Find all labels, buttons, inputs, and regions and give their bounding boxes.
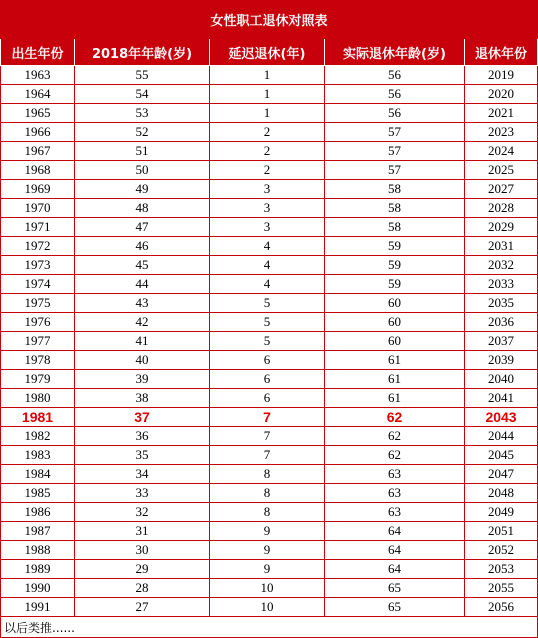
table-row — [1, 465, 538, 484]
cell-delay-years: 5 — [210, 313, 325, 332]
cell-retire-year: 2053 — [465, 560, 538, 579]
table-row — [1, 541, 538, 560]
cell-actual-retire-age: 61 — [325, 389, 465, 408]
cell-birth-year: 1969 — [1, 180, 75, 199]
cell-delay-years: 9 — [210, 560, 325, 579]
cell-retire-year: 2027 — [465, 180, 538, 199]
cell-actual-retire-age: 57 — [325, 142, 465, 161]
table-footer-row — [1, 617, 538, 638]
cell-birth-year: 1964 — [1, 85, 75, 104]
cell-retire-year: 2037 — [465, 332, 538, 351]
table-row — [1, 560, 538, 579]
cell-birth-year: 1973 — [1, 256, 75, 275]
cell-birth-year: 1972 — [1, 237, 75, 256]
cell-birth-year: 1984 — [1, 465, 75, 484]
cell-retire-year: 2044 — [465, 427, 538, 446]
cell-retire-year: 2045 — [465, 446, 538, 465]
cell-age-2018: 28 — [75, 579, 210, 598]
cell-birth-year: 1978 — [1, 351, 75, 370]
table-row — [1, 199, 538, 218]
table-title-row — [1, 1, 538, 39]
cell-birth-year: 1967 — [1, 142, 75, 161]
table-row — [1, 579, 538, 598]
cell-delay-years: 6 — [210, 370, 325, 389]
table-row — [1, 275, 538, 294]
cell-birth-year: 1987 — [1, 522, 75, 541]
cell-delay-years: 4 — [210, 256, 325, 275]
cell-delay-years: 1 — [210, 85, 325, 104]
cell-actual-retire-age: 63 — [325, 465, 465, 484]
cell-delay-years: 2 — [210, 161, 325, 180]
cell-age-2018: 43 — [75, 294, 210, 313]
cell-retire-year: 2023 — [465, 123, 538, 142]
cell-retire-year: 2055 — [465, 579, 538, 598]
cell-age-2018: 42 — [75, 313, 210, 332]
cell-retire-year: 2033 — [465, 275, 538, 294]
cell-retire-year: 2047 — [465, 465, 538, 484]
cell-actual-retire-age: 56 — [325, 66, 465, 85]
cell-delay-years: 9 — [210, 541, 325, 560]
table-body — [1, 66, 538, 617]
cell-retire-year: 2025 — [465, 161, 538, 180]
cell-delay-years: 7 — [210, 408, 325, 427]
table-row — [1, 123, 538, 142]
cell-birth-year: 1991 — [1, 598, 75, 617]
table-row-highlighted — [1, 408, 538, 427]
cell-actual-retire-age: 63 — [325, 503, 465, 522]
cell-age-2018: 39 — [75, 370, 210, 389]
cell-actual-retire-age: 61 — [325, 370, 465, 389]
table-row — [1, 218, 538, 237]
table-row — [1, 351, 538, 370]
cell-age-2018: 46 — [75, 237, 210, 256]
cell-retire-year: 2020 — [465, 85, 538, 104]
cell-age-2018: 30 — [75, 541, 210, 560]
cell-retire-year: 2041 — [465, 389, 538, 408]
cell-age-2018: 31 — [75, 522, 210, 541]
cell-birth-year: 1979 — [1, 370, 75, 389]
table-row — [1, 256, 538, 275]
cell-delay-years: 3 — [210, 199, 325, 218]
cell-delay-years: 5 — [210, 332, 325, 351]
cell-age-2018: 33 — [75, 484, 210, 503]
cell-birth-year: 1970 — [1, 199, 75, 218]
table-footer-note: 以后类推...... — [1, 617, 538, 638]
table-row — [1, 180, 538, 199]
cell-actual-retire-age: 62 — [325, 427, 465, 446]
cell-actual-retire-age: 56 — [325, 85, 465, 104]
cell-age-2018: 53 — [75, 104, 210, 123]
table-row — [1, 389, 538, 408]
table-row — [1, 313, 538, 332]
header-delay-years: 延迟退休(年) — [210, 39, 325, 66]
cell-delay-years: 6 — [210, 389, 325, 408]
cell-age-2018: 27 — [75, 598, 210, 617]
cell-age-2018: 37 — [75, 408, 210, 427]
cell-birth-year: 1963 — [1, 66, 75, 85]
cell-actual-retire-age: 62 — [325, 446, 465, 465]
cell-birth-year: 1974 — [1, 275, 75, 294]
cell-actual-retire-age: 65 — [325, 579, 465, 598]
cell-delay-years: 2 — [210, 142, 325, 161]
cell-actual-retire-age: 57 — [325, 161, 465, 180]
cell-retire-year: 2040 — [465, 370, 538, 389]
cell-age-2018: 34 — [75, 465, 210, 484]
cell-retire-year: 2032 — [465, 256, 538, 275]
cell-birth-year: 1971 — [1, 218, 75, 237]
table-row — [1, 332, 538, 351]
cell-age-2018: 52 — [75, 123, 210, 142]
cell-delay-years: 2 — [210, 123, 325, 142]
header-actual-retire-age: 实际退休年龄(岁) — [325, 39, 465, 66]
cell-delay-years: 5 — [210, 294, 325, 313]
cell-actual-retire-age: 56 — [325, 104, 465, 123]
cell-delay-years: 6 — [210, 351, 325, 370]
cell-delay-years: 4 — [210, 275, 325, 294]
table-row — [1, 104, 538, 123]
cell-age-2018: 48 — [75, 199, 210, 218]
table-row — [1, 294, 538, 313]
cell-delay-years: 8 — [210, 503, 325, 522]
table-row — [1, 522, 538, 541]
cell-age-2018: 54 — [75, 85, 210, 104]
table-row — [1, 598, 538, 617]
cell-retire-year: 2019 — [465, 66, 538, 85]
cell-delay-years: 3 — [210, 218, 325, 237]
cell-age-2018: 29 — [75, 560, 210, 579]
cell-age-2018: 50 — [75, 161, 210, 180]
cell-retire-year: 2056 — [465, 598, 538, 617]
cell-birth-year: 1982 — [1, 427, 75, 446]
cell-delay-years: 7 — [210, 427, 325, 446]
table-row — [1, 85, 538, 104]
cell-actual-retire-age: 59 — [325, 237, 465, 256]
cell-birth-year: 1965 — [1, 104, 75, 123]
cell-birth-year: 1975 — [1, 294, 75, 313]
cell-age-2018: 51 — [75, 142, 210, 161]
cell-retire-year: 2036 — [465, 313, 538, 332]
cell-delay-years: 10 — [210, 598, 325, 617]
cell-retire-year: 2021 — [465, 104, 538, 123]
cell-birth-year: 1983 — [1, 446, 75, 465]
cell-age-2018: 40 — [75, 351, 210, 370]
cell-birth-year: 1977 — [1, 332, 75, 351]
cell-retire-year: 2024 — [465, 142, 538, 161]
cell-age-2018: 47 — [75, 218, 210, 237]
cell-age-2018: 36 — [75, 427, 210, 446]
cell-age-2018: 55 — [75, 66, 210, 85]
table-row — [1, 237, 538, 256]
cell-age-2018: 45 — [75, 256, 210, 275]
cell-actual-retire-age: 58 — [325, 218, 465, 237]
cell-delay-years: 1 — [210, 104, 325, 123]
cell-actual-retire-age: 60 — [325, 294, 465, 313]
cell-delay-years: 8 — [210, 484, 325, 503]
cell-delay-years: 9 — [210, 522, 325, 541]
cell-actual-retire-age: 61 — [325, 351, 465, 370]
cell-actual-retire-age: 64 — [325, 522, 465, 541]
cell-retire-year: 2048 — [465, 484, 538, 503]
cell-retire-year: 2039 — [465, 351, 538, 370]
cell-age-2018: 44 — [75, 275, 210, 294]
header-retire-year: 退休年份 — [465, 39, 538, 66]
cell-delay-years: 7 — [210, 446, 325, 465]
cell-birth-year: 1981 — [1, 408, 75, 427]
cell-actual-retire-age: 60 — [325, 313, 465, 332]
cell-actual-retire-age: 60 — [325, 332, 465, 351]
table-title: 女性职工退休对照表 — [1, 1, 538, 39]
cell-retire-year: 2035 — [465, 294, 538, 313]
cell-actual-retire-age: 64 — [325, 541, 465, 560]
cell-delay-years: 3 — [210, 180, 325, 199]
cell-age-2018: 38 — [75, 389, 210, 408]
cell-actual-retire-age: 64 — [325, 560, 465, 579]
cell-actual-retire-age: 59 — [325, 275, 465, 294]
cell-retire-year: 2051 — [465, 522, 538, 541]
table-row — [1, 161, 538, 180]
cell-birth-year: 1988 — [1, 541, 75, 560]
cell-birth-year: 1976 — [1, 313, 75, 332]
cell-birth-year: 1990 — [1, 579, 75, 598]
cell-retire-year: 2049 — [465, 503, 538, 522]
table-row — [1, 142, 538, 161]
table-row — [1, 370, 538, 389]
cell-retire-year: 2043 — [465, 408, 538, 427]
header-age-2018: 2018年年龄(岁) — [75, 39, 210, 66]
cell-delay-years: 8 — [210, 465, 325, 484]
cell-retire-year: 2031 — [465, 237, 538, 256]
cell-delay-years: 1 — [210, 66, 325, 85]
cell-actual-retire-age: 62 — [325, 408, 465, 427]
cell-actual-retire-age: 63 — [325, 484, 465, 503]
cell-age-2018: 49 — [75, 180, 210, 199]
table-row — [1, 427, 538, 446]
table-row — [1, 446, 538, 465]
cell-age-2018: 41 — [75, 332, 210, 351]
cell-birth-year: 1985 — [1, 484, 75, 503]
cell-actual-retire-age: 65 — [325, 598, 465, 617]
cell-birth-year: 1966 — [1, 123, 75, 142]
cell-birth-year: 1986 — [1, 503, 75, 522]
cell-birth-year: 1980 — [1, 389, 75, 408]
cell-actual-retire-age: 59 — [325, 256, 465, 275]
header-birth-year: 出生年份 — [1, 39, 75, 66]
cell-actual-retire-age: 58 — [325, 180, 465, 199]
cell-actual-retire-age: 58 — [325, 199, 465, 218]
cell-retire-year: 2028 — [465, 199, 538, 218]
cell-retire-year: 2052 — [465, 541, 538, 560]
cell-age-2018: 32 — [75, 503, 210, 522]
cell-delay-years: 4 — [210, 237, 325, 256]
table-row — [1, 66, 538, 85]
table-row — [1, 503, 538, 522]
cell-birth-year: 1968 — [1, 161, 75, 180]
cell-birth-year: 1989 — [1, 560, 75, 579]
cell-actual-retire-age: 57 — [325, 123, 465, 142]
table-header-row — [1, 39, 538, 66]
cell-delay-years: 10 — [210, 579, 325, 598]
cell-retire-year: 2029 — [465, 218, 538, 237]
cell-age-2018: 35 — [75, 446, 210, 465]
table-row — [1, 484, 538, 503]
